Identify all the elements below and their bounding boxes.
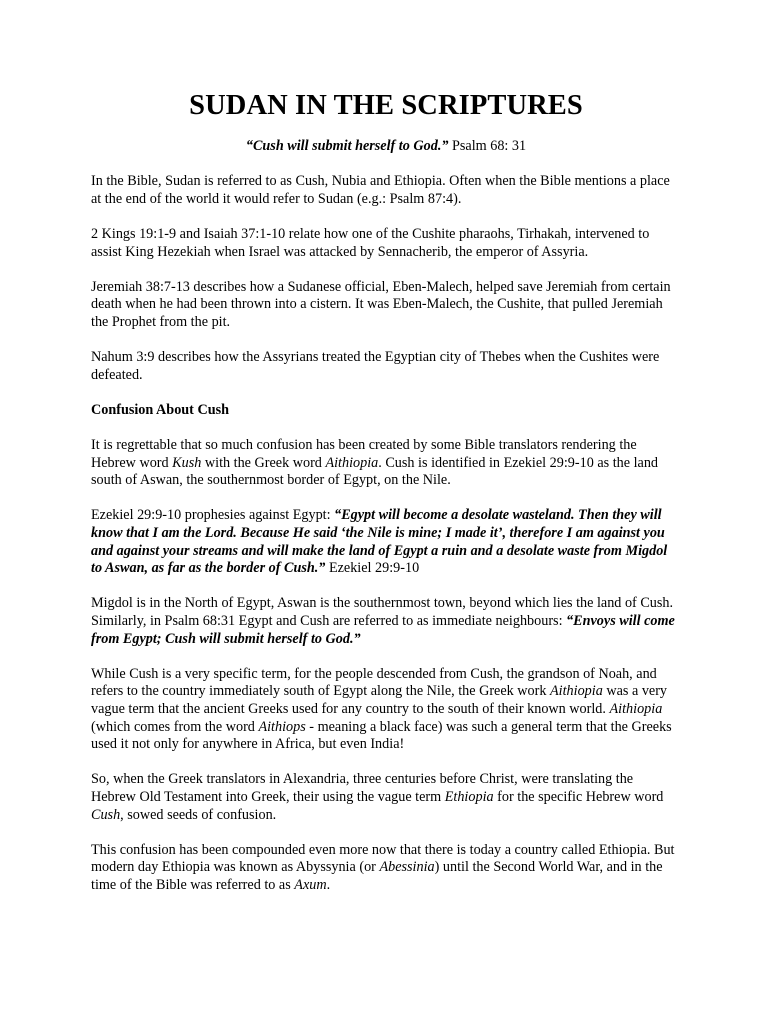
epigraph <box>91 138 681 156</box>
text-run: ) until the Second World War, and in the time of the Bible was referred to as <box>91 859 663 893</box>
italic-term: Abessinia <box>379 859 435 876</box>
page-title: SUDAN IN THE SCRIPTURES <box>189 90 583 121</box>
paragraph-4: Nahum 3:9 describes how the Assyrians treated the Egyptian city of Thebes when the Cushites were defeated. <box>91 349 660 383</box>
scripture-quote: “Egypt will become a desolate wasteland. Then they will know that I am the Lord. Because He said ‘the Nile is mine; I made it’, therefore I am against you and against your streams and will make the land of Egypt a ruin and a desolate waste from Migdol to Aswan, as far as the border of Cush.” <box>91 507 668 577</box>
document-page <box>91 88 681 895</box>
text-run: This confusion has been compounded even more now that there is today a country called Ethiopia. But modern day Ethiopia was known as Abyssynia (or <box>91 841 675 876</box>
text-run: , sowed seeds of confusion. <box>120 806 277 823</box>
text-run: Ezekiel 29:9-10 prophesies against Egypt: <box>91 507 335 524</box>
paragraph-10 <box>91 842 681 895</box>
italic-term: Aithiops <box>258 718 306 735</box>
text-run: Migdol is in the North of Egypt, Aswan is the southernmost town, beyond which lies the land of Cush. Similarly, in Psalm 68:31 Egypt and Cush are referred to as immediate neighbours: <box>91 595 674 630</box>
paragraph-9 <box>91 771 681 824</box>
italic-term: Aithiopia <box>609 701 663 717</box>
italic-term: Kush <box>172 454 202 471</box>
epigraph-reference: Psalm 68: 31 <box>448 138 527 154</box>
paragraph-8 <box>91 666 681 754</box>
text-run: . Cush is identified in Ezekiel 29:9-10 as the land south of Aswan, the southernmost border of Egypt, on the Nile. <box>91 454 659 489</box>
text-run: (which comes from the word <box>91 718 259 735</box>
paragraph-6 <box>91 507 681 577</box>
text-run: It is regrettable that so much confusion has been created by some Bible translators rendering the Hebrew word <box>91 437 637 471</box>
section-heading: Confusion About Cush <box>91 401 229 418</box>
italic-term: Aithiopia <box>325 454 379 471</box>
italic-term: Cush <box>91 806 121 823</box>
text-run: So, when the Greek translators in Alexandria, three centuries before Christ, were translating the Hebrew Old Testament into Greek, their using the vague term <box>91 771 634 805</box>
text-run: . <box>326 876 331 893</box>
scripture-quote: “Envoys will come from Egypt; Cush will submit herself to God.” <box>91 613 675 647</box>
italic-term: Ethiopia <box>444 788 494 805</box>
paragraph-7 <box>91 595 681 648</box>
text-run: for the specific Hebrew word <box>493 788 664 805</box>
paragraph-2: 2 Kings 19:1-9 and Isaiah 37:1-10 relate how one of the Cushite pharaohs, Tirhakah, intervened to assist King Hezekiah when Israel was attacked by Sennacherib, the emperor of Assyria. <box>91 225 650 260</box>
paragraph-5 <box>91 437 681 490</box>
text-run: Ezekiel 29:9-10 <box>325 560 420 577</box>
epigraph-quote: “Cush will submit herself to God.” <box>245 138 449 154</box>
paragraph-3: Jeremiah 38:7-13 describes how a Sudanese official, Eben-Malech, helped save Jeremiah from certain death when he had been thrown into a cistern. It was Eben-Malech, the Cushite, that pulled Jeremiah the Prophet from the pit. <box>91 278 671 330</box>
paragraph-1: In the Bible, Sudan is referred to as Cush, Nubia and Ethiopia. Often when the Bible mentions a place at the end of the world it would refer to Sudan (e.g.: Psalm 87:4). <box>91 173 670 207</box>
text-run: - meaning a black face) was such a general term that the Greeks used it not only for anywhere in Africa, but even India! <box>91 718 672 753</box>
italic-term: Axum <box>294 876 327 893</box>
italic-term: Aithiopia <box>550 683 603 700</box>
text-run: While Cush is a very specific term, for the people descended from Cush, the grandson of Noah, and refers to the country immediately south of Egypt along the Nile, the Greek work <box>91 665 657 700</box>
text-run: with the Greek word <box>201 454 326 471</box>
text-run: was a very vague term that the ancient Greeks used for any country to the south of their known world. <box>91 683 668 717</box>
